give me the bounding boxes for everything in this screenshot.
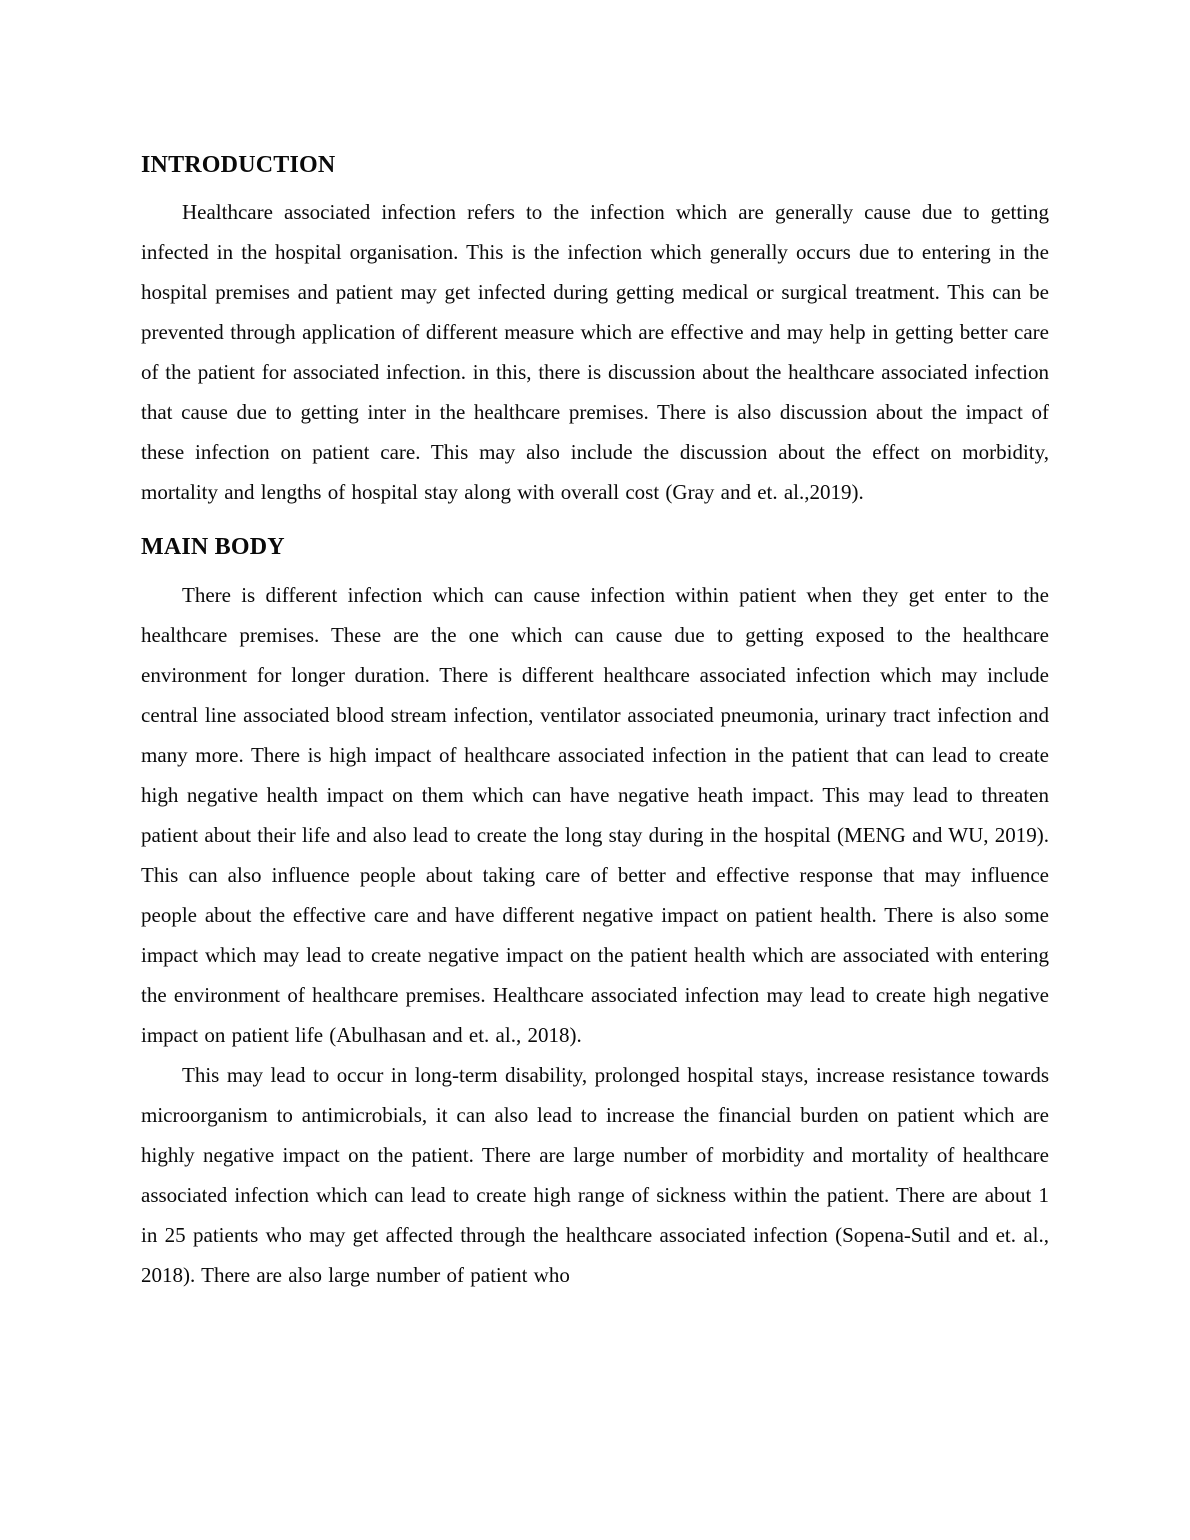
heading-main-body: MAIN BODY [141,534,285,560]
heading-introduction: INTRODUCTION [141,152,336,178]
main-body-paragraph-2: This may lead to occur in long-term disability, prolonged hospital stays, increase resistance towards microorganism to antimicrobials, it can also lead to increase the financial burden on patient which are highly negative impact on the patient. There are large number of morbidity and mortality of healthcare associated infection which can lead to create high range of sickness within the patient. There are about 1 in 25 patients who may get affected through the healthcare associated infection (Sopena-Sutil and et. al., 2018). There are also large number of patient who [141,1063,1049,1287]
main-body-paragraph-1: There is different infection which can cause infection within patient when they get enter to the healthcare premises. These are the one which can cause due to getting exposed to the healthcare environment for longer duration. There is different healthcare associated infection which may include central line associated blood stream infection, ventilator associated pneumonia, urinary tract infection and many more. There is high impact of healthcare associated infection in the patient that can lead to create high negative health impact on them which can have negative heath impact. This may lead to threaten patient about their life and also lead to create the long stay during in the hospital (MENG and WU, 2019). This can also influence people about taking care of better and effective response that may influence people about the effective care and have different negative impact on patient health. There is also some impact which may lead to create negative impact on the patient health which are associated with entering the environment of healthcare premises. Healthcare associated infection may lead to create high negative impact on patient life (Abulhasan and et. al., 2018). [141,583,1049,1047]
introduction-paragraph: Healthcare associated infection refers to the infection which are generally cause due to getting infected in the hospital organisation. This is the infection which generally occurs due to entering in the hospital premises and patient may get infected during getting medical or surgical treatment. This can be prevented through application of different measure which are effective and may help in getting better care of the patient for associated infection. in this, there is discussion about the healthcare associated infection that cause due to getting inter in the healthcare premises. There is also discussion about the impact of these infection on patient care. This may also include the discussion about the effect on morbidity, mortality and lengths of hospital stay along with overall cost (Gray and et. al.,2019). [141,200,1049,504]
